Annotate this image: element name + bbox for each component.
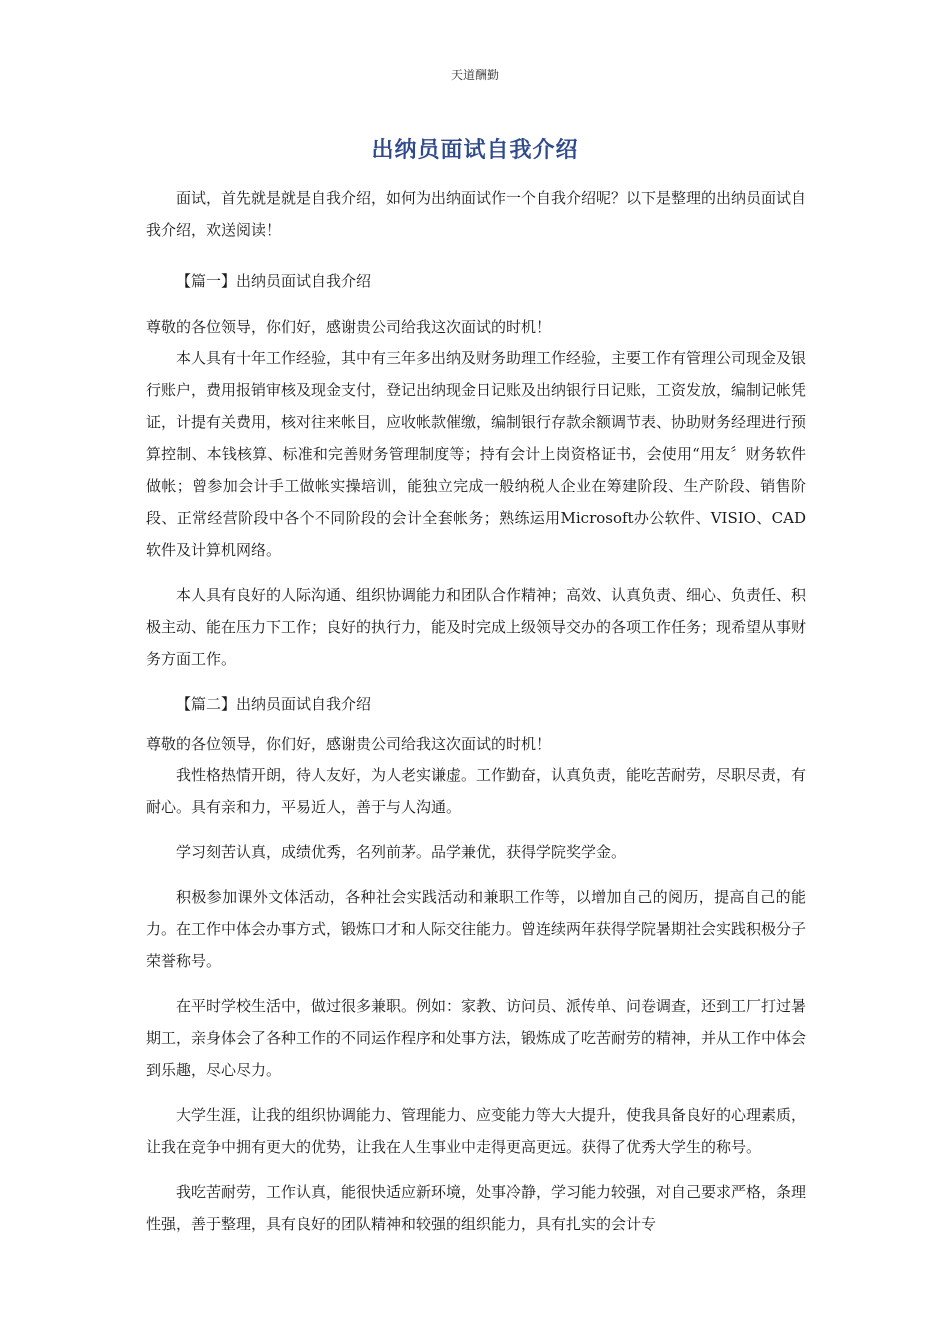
body-paragraph: 在平时学校生活中，做过很多兼职。例如：家教、访问员、派传单、问卷调查，还到工厂打过暑期工，亲身体会了各种工作的不同运作程序和处事方法，锻炼成了吃苦耐劳的精神，并从工作中体会到乐趣，尽心尽力。 — [146, 997, 807, 1079]
body-paragraph: 大学生涯，让我的组织协调能力、管理能力、应变能力等大大提升，使我具备良好的心理素质，让我在竞争中拥有更大的优势，让我在人生事业中走得更高更远。获得了优秀大学生的称号。 — [146, 1106, 807, 1156]
salutation-2: 尊敬的各位领导，你们好，感谢贵公司给我这次面试的时机！ — [146, 735, 552, 753]
body-paragraph: 本人具有良好的人际沟通、组织协调能力和团队合作精神；高效、认真负责、细心、负责任、积极主动、能在压力下工作；良好的执行力，能及时完成上级领导交办的各项工作任务；现希望从事财务方面工作。 — [146, 586, 807, 668]
body-paragraph: 积极参加课外文体活动，各种社会实践活动和兼职工作等，以增加自己的阅历，提高自己的能力。在工作中体会办事方式，锻炼口才和人际交往能力。曾连续两年获得学院暑期社会实践积极分子荣誉称号。 — [146, 888, 807, 970]
intro-paragraph: 面试，首先就是就是自我介绍，如何为出纳面试作一个自我介绍呢？以下是整理的出纳员面试自我介绍，欢送阅读！ — [146, 189, 807, 239]
page-header: 天道酬勤 — [450, 68, 499, 82]
document-title: 出纳员面试自我介绍 — [371, 138, 579, 163]
body-paragraph: 学习刻苦认真，成绩优秀，名列前茅。品学兼优，获得学院奖学金。 — [176, 843, 627, 861]
body-paragraph: 本人具有十年工作经验，其中有三年多出纳及财务助理工作经验，主要工作有管理公司现金及银行账户，费用报销审核及现金支付，登记出纳现金日记账及出纳银行日记账，工资发放，编制记帐凭证，计提有关费用，核对往来帐目，应收帐款催缴，编制银行存款余额调节表、协助财务经理进行预算控制、本钱核算、标准和完善财务管理制度等；持有会计上岗资格证书，会使用“用友〞财务软件做帐；曾参加会计手工做帐实操培训，能独立完成一般纳税人企业在筹建阶段、生产阶段、销售阶段、正常经营阶段中各个不同阶段的会计全套帐务；熟练运用Microsoft办公软件、VISIO、CAD软件及计算机网络。 — [146, 349, 807, 559]
body-paragraph: 我吃苦耐劳，工作认真，能很快适应新环境，处事冷静，学习能力较强，对自己要求严格，条理性强，善于整理，具有良好的团队精神和较强的组织能力，具有扎实的会计专 — [146, 1183, 807, 1233]
document-body — [146, 182, 806, 1240]
body-paragraph: 我性格热情开朗，待人友好，为人老实谦虚。工作勤奋，认真负责，能吃苦耐劳，尽职尽责，有耐心。具有亲和力，平易近人，善于与人沟通。 — [146, 766, 807, 816]
section-heading-2: 【篇二】出纳员面试自我介绍 — [176, 695, 372, 713]
salutation-1: 尊敬的各位领导，你们好，感谢贵公司给我这次面试的时机！ — [146, 318, 552, 336]
section-heading-1: 【篇一】出纳员面试自我介绍 — [176, 272, 372, 290]
